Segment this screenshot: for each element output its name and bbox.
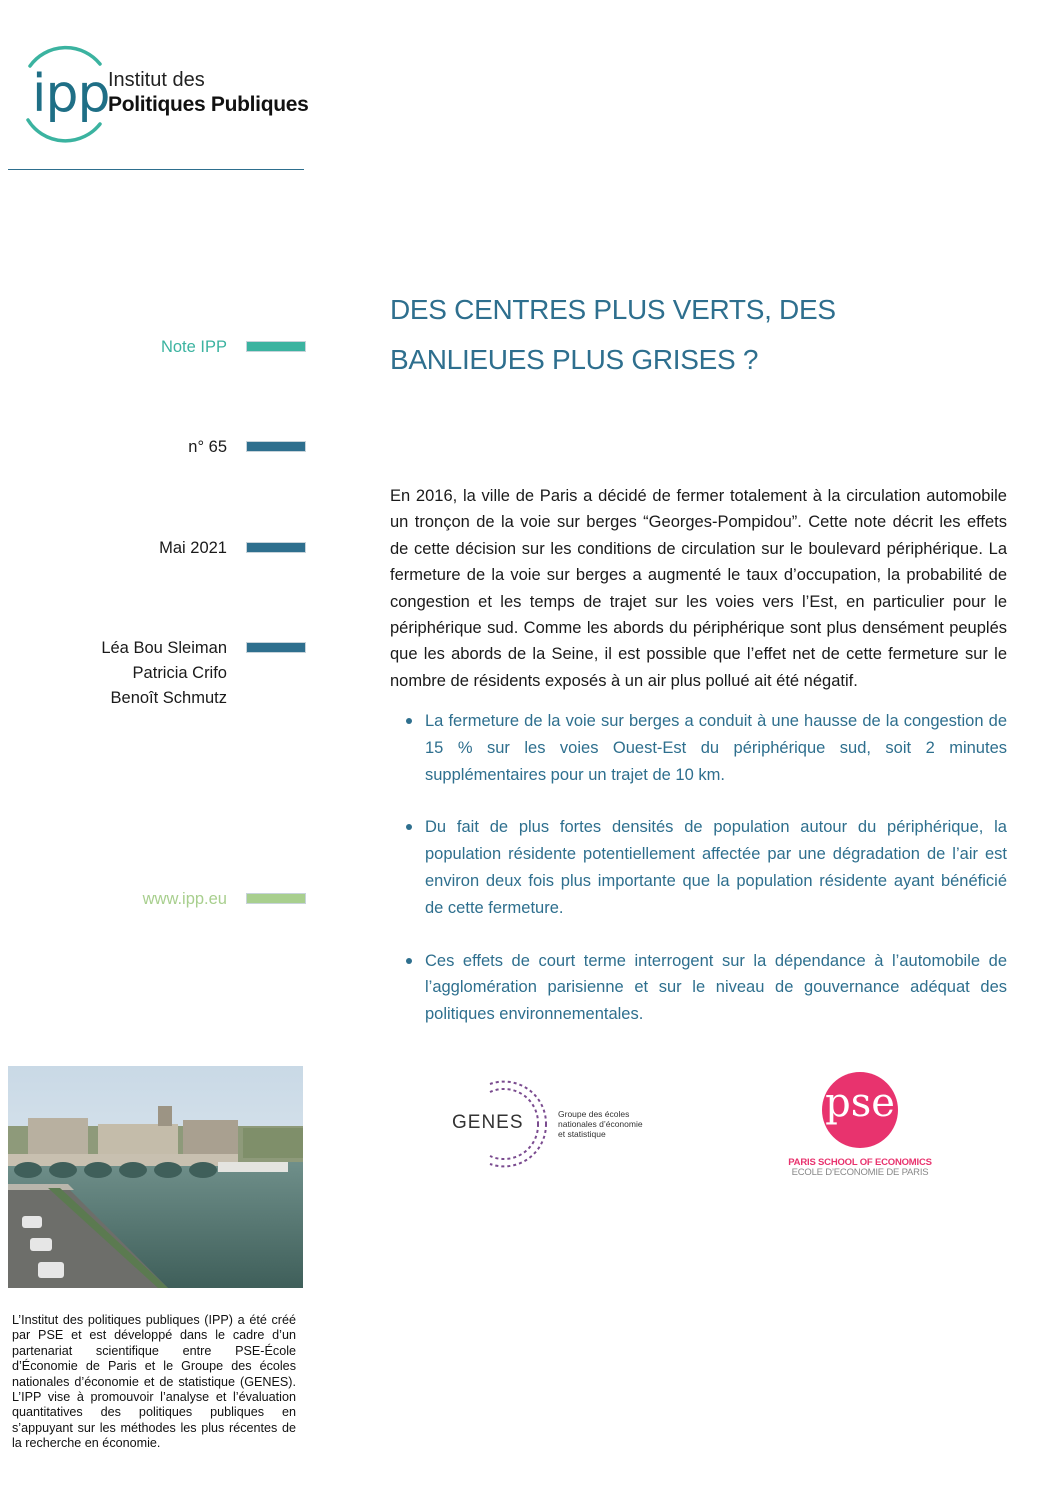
genes-caption-line: nationales d’économie: [558, 1119, 643, 1129]
header-divider: [8, 169, 304, 170]
bullet-text: Ces effets de court terme interrogent sur la dépendance à l’automobile de l’agglomération parisienne et sur le niveau de gouvernance adéquat des politiques environnementales.: [425, 951, 1007, 1024]
series-label: Note IPP: [160, 338, 227, 356]
website-link[interactable]: www.ipp.eu: [142, 890, 227, 908]
pse-line2: ECOLE D’ECONOMIE DE PARIS: [791, 1167, 929, 1178]
logo-mark: ipp: [32, 64, 110, 124]
publication-date: Mai 2021: [159, 539, 227, 557]
pse-mark: pse: [825, 1080, 895, 1126]
footer-description: L’Institut des politiques publiques (IPP) a été créé par PSE et est développé dans le cadre d’un partenariat scientifique entre PSE-École d’Économie de Paris et le Groupe des écoles nationales d’économie et de statistique (GENES). L’IPP vise à promouvoir l’analyse et l’évaluation quantitatives des politiques publiques en s’appuyant sur les méthodes les plus récentes de la recherche en économie.: [12, 1313, 296, 1451]
authors-bar: [246, 642, 306, 653]
genes-logo: [450, 1078, 650, 1170]
page-title: [390, 285, 1010, 385]
list-item: [390, 948, 1007, 1028]
logo-line1: Institut des: [108, 69, 205, 91]
issue-bar: [246, 441, 306, 452]
list-item: [390, 708, 1007, 788]
genes-caption-line: Groupe des écoles: [558, 1109, 630, 1119]
bullet-icon: [406, 824, 412, 830]
logo-line2: Politiques Publiques: [108, 93, 309, 116]
genes-caption: [558, 1109, 643, 1139]
seine-photo-icon: [8, 1066, 303, 1288]
website-bar: [246, 893, 306, 904]
pse-line1: PARIS SCHOOL OF ECONOMICS: [788, 1157, 932, 1168]
bullet-icon: [406, 958, 412, 964]
issue-number: n° 65: [188, 438, 227, 456]
list-item: [390, 814, 1007, 921]
bullet-text: La fermeture de la voie sur berges a conduit à une hausse de la congestion de 15 % sur les voies Ouest-Est du périphérique sud, soit 2 minutes supplémentaires pour un trajet de 10 km.: [425, 712, 1007, 784]
author-name: Patricia Crifo: [132, 664, 227, 682]
key-findings-list: [390, 708, 1007, 1054]
series-bar: [246, 341, 306, 352]
intro-paragraph: En 2016, la ville de Paris a décidé de fermer totalement à la circulation automobile un tronçon de la voie sur berges “Georges-Pompidou”. Cette note décrit les effets de cette décision sur les conditions de circulation sur le boulevard périphérique. La fermeture de la voie sur berges a augmenté le taux d’occupation, la probabilité de congestion et les temps de trajet sur les voies vers l’Est, en particulier pour le périphérique sud. Comme les abords du périphérique sont plus densément peuplés que les abords de la Seine, il est possible que l’effet net de cette fermeture sur le nombre de résidents exposés à un air plus pollué ait été négatif.: [390, 487, 1007, 690]
pse-logo: [785, 1072, 935, 1182]
genes-name: GENES: [452, 1112, 524, 1133]
authors: [101, 636, 227, 711]
author-name: Léa Bou Sleiman: [101, 639, 227, 657]
cover-photo: [8, 1066, 303, 1288]
ipp-logo: [22, 42, 322, 147]
bullet-text: Du fait de plus fortes densités de population autour du périphérique, la population résidente potentiellement affectée par une dégradation de l’air est environ deux fois plus importante que la population résidente ayant bénéficié de cette fermeture.: [425, 818, 1007, 917]
bullet-icon: [406, 718, 412, 724]
author-name: Benoît Schmutz: [110, 689, 227, 707]
title-line2: BANLIEUES PLUS GRISES ?: [390, 344, 759, 375]
genes-caption-line: et statistique: [558, 1129, 606, 1139]
title-line1: DES CENTRES PLUS VERTS, DES: [390, 294, 836, 325]
date-bar: [246, 542, 306, 553]
